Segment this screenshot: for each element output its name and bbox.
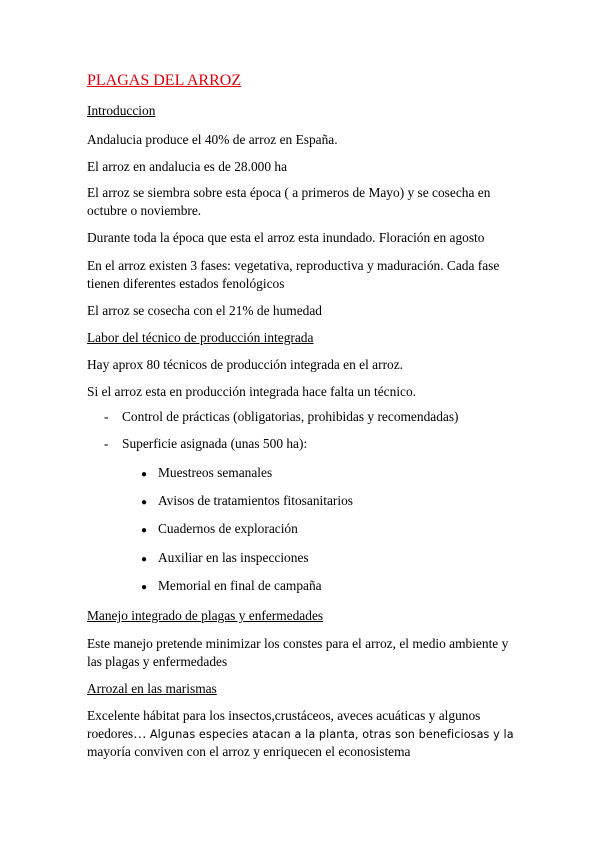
section-heading-manejo: Manejo integrado de plagas y enfermedades bbox=[87, 608, 324, 623]
paragraph: Excelente hábitat para los insectos,crustáceos, aveces acuáticas y algunos bbox=[87, 708, 481, 723]
bullet-list-item: Muestreos semanales bbox=[158, 465, 273, 480]
section-heading-introduccion: Introduccion bbox=[87, 103, 156, 118]
section-heading-labor: Labor del técnico de producción integrada bbox=[87, 330, 314, 345]
bullet-icon: ● bbox=[141, 497, 148, 508]
bullet-icon: ● bbox=[141, 525, 148, 536]
paragraph: Durante toda la época que esta el arroz esta inundado. Floración en agosto bbox=[87, 230, 485, 245]
bullet-icon: ● bbox=[141, 582, 148, 593]
bullet-list-item: Memorial en final de campaña bbox=[158, 578, 322, 593]
paragraph: En el arroz existen 3 fases: vegetativa, reproductiva y maduración. Cada fase bbox=[87, 258, 500, 273]
paragraph: Andalucia produce el 40% de arroz en España. bbox=[87, 132, 338, 147]
paragraph: tienen diferentes estados fenológicos bbox=[87, 276, 285, 291]
dash-marker: - bbox=[104, 436, 109, 451]
bullet-list-item: Cuadernos de exploración bbox=[158, 521, 298, 536]
paragraph: octubre o noviembre. bbox=[87, 203, 202, 218]
bullet-icon: ● bbox=[141, 469, 148, 480]
bullet-icon: ● bbox=[141, 554, 148, 565]
paragraph: El arroz en andalucia es de 28.000 ha bbox=[87, 159, 288, 174]
paragraph-fragment-alt-font: Algunas especies atacan a la planta, otras son beneficiosas y la bbox=[149, 728, 514, 741]
dash-list-item: Superficie asignada (unas 500 ha): bbox=[122, 436, 308, 451]
paragraph-fragment: roedores… bbox=[87, 726, 150, 741]
bullet-list-item: Auxiliar en las inspecciones bbox=[158, 550, 309, 565]
paragraph: El arroz se siembra sobre esta época ( a primeros de Mayo) y se cosecha en bbox=[87, 185, 491, 200]
document-title: PLAGAS DEL ARROZ bbox=[87, 72, 242, 89]
paragraph: Este manejo pretende minimizar los constes para el arroz, el medio ambiente y bbox=[87, 636, 509, 651]
paragraph: Si el arroz esta en producción integrada hace falta un técnico. bbox=[87, 384, 417, 399]
paragraph bbox=[87, 724, 514, 744]
paragraph: El arroz se cosecha con el 21% de humedad bbox=[87, 303, 322, 318]
bullet-list-item: Avisos de tratamientos fitosanitarios bbox=[158, 493, 353, 508]
section-heading-arrozal: Arrozal en las marismas bbox=[87, 681, 217, 696]
dash-marker: - bbox=[104, 409, 109, 424]
paragraph: mayoría conviven con el arroz y enriquecen el econosistema bbox=[87, 744, 411, 759]
dash-list-item: Control de prácticas (obligatorias, prohibidas y recomendadas) bbox=[122, 409, 459, 424]
paragraph: Hay aprox 80 técnicos de producción integrada en el arroz. bbox=[87, 357, 404, 372]
paragraph: las plagas y enfermedades bbox=[87, 654, 228, 669]
